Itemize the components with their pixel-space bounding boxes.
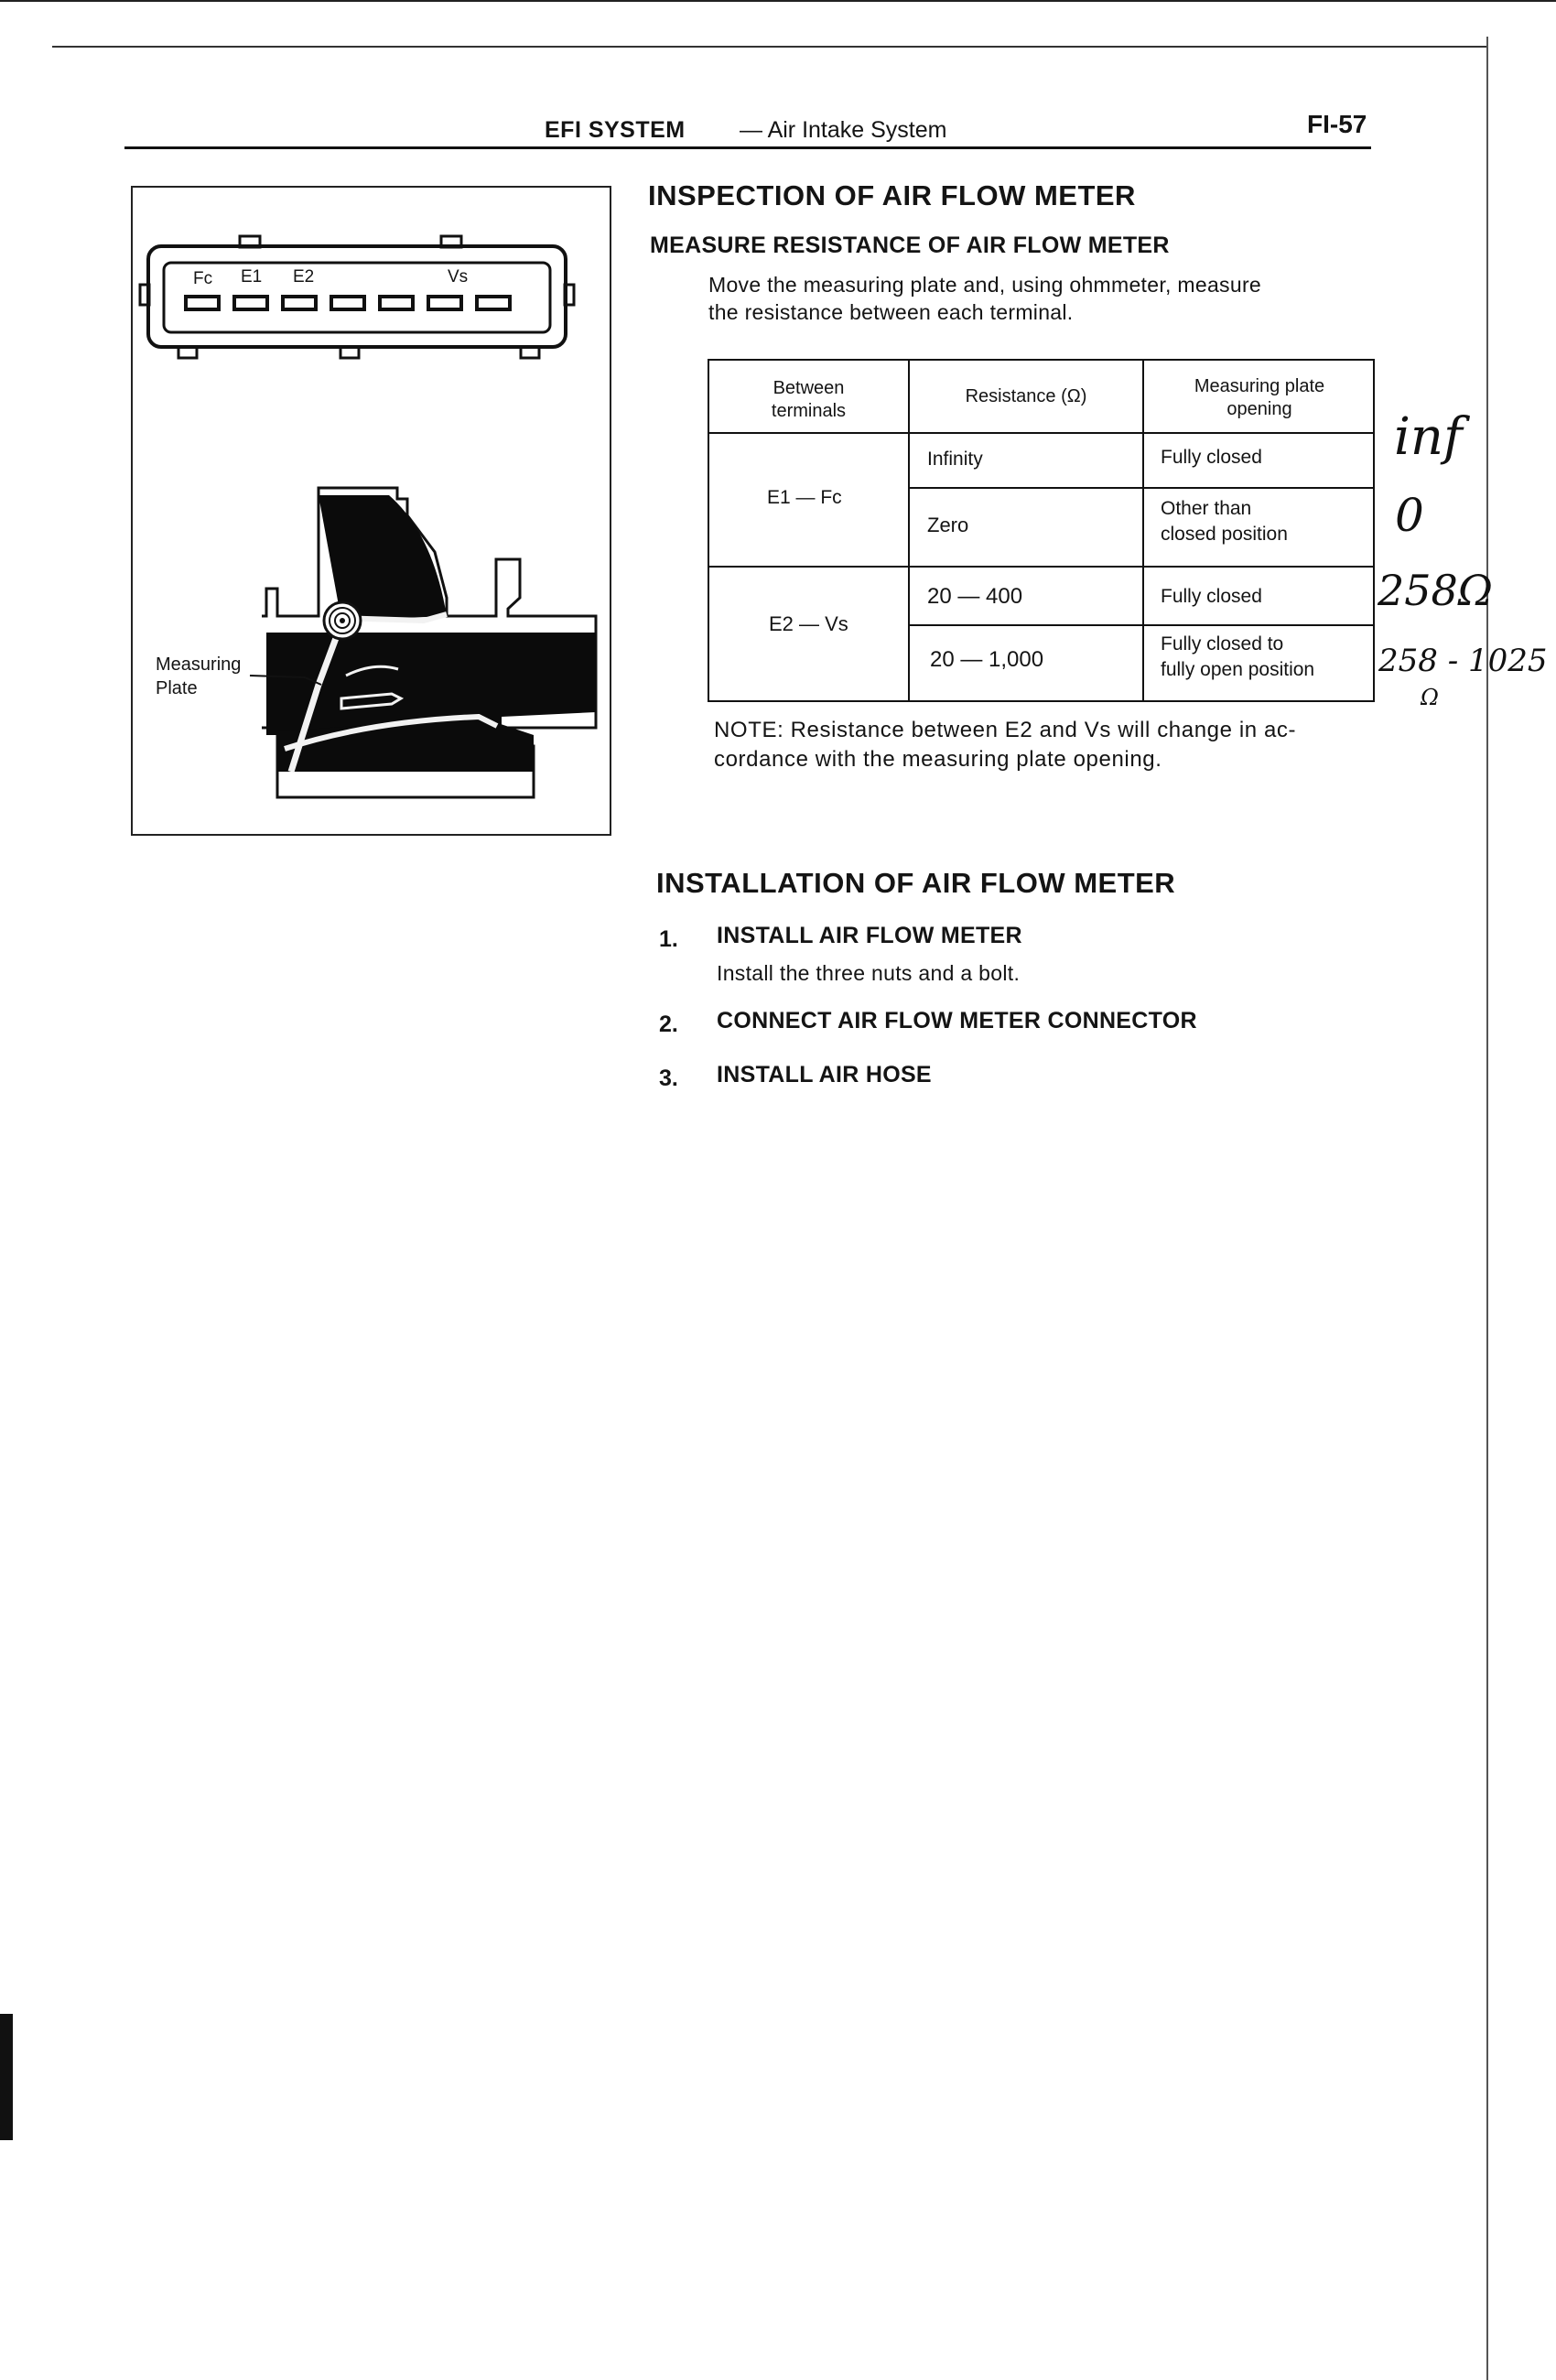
resistance-cell: Zero [927,514,969,536]
inspection-title: INSPECTION OF AIR FLOW METER [648,179,1136,211]
note-line1: NOTE: Resistance between E2 and Vs will change in ac- [714,718,1297,742]
header-opening: Measuring plate opening [1194,376,1325,419]
opening-cell: Fully closed to fully open position [1161,633,1315,680]
handwritten-note: 258Ω [1378,566,1493,615]
handwritten-note: 0 [1395,489,1424,542]
terminals-e2-vs: E2 — Vs [769,612,848,635]
step-detail: Install the three nuts and a bolt. [717,961,1021,985]
page-frame-line [52,46,1486,48]
terminal-label-fc: Fc [193,269,213,288]
header-section: EFI SYSTEM [545,117,686,143]
terminals-e1-fc: E1 — Fc [767,487,842,508]
step-number: 1. [659,926,678,952]
page-right-edge [1486,37,1488,2380]
header-resistance: Resistance (Ω) [965,386,1087,406]
step-number: 3. [659,1066,678,1091]
opening-cell: Other than closed position [1161,498,1288,545]
header-terminals: Between terminals [771,378,847,421]
resistance-cell: 20 — 400 [927,584,1023,609]
step-title: CONNECT AIR FLOW METER CONNECTOR [717,1008,1197,1033]
table-divider [708,566,1375,568]
meter-cross-section [131,186,611,836]
inspection-intro-line1: Move the measuring plate and, using ohmmeter, measure [708,273,1261,297]
page-number: FI-57 [1307,110,1367,138]
opening-cell: Fully closed [1161,586,1262,607]
opening-cell: Fully closed [1161,447,1262,468]
table-divider [908,487,1375,489]
scan-top-edge [0,0,1556,2]
inspection-subtitle: MEASURE RESISTANCE OF AIR FLOW METER [650,233,1170,258]
handwritten-note: 258 - 1025 [1378,643,1548,679]
table-divider [708,432,1375,434]
terminal-label-e1: E1 [241,267,263,287]
resistance-cell: 20 — 1,000 [930,647,1044,672]
step-title: INSTALL AIR FLOW METER [717,923,1022,948]
header-subtitle: — Air Intake System [740,117,947,143]
handwritten-note: Ω [1421,685,1439,710]
step-title: INSTALL AIR HOSE [717,1062,932,1087]
step-number: 2. [659,1012,678,1037]
measuring-plate-label: Measuring Plate [156,654,242,698]
header-rule [124,146,1371,149]
terminal-label-vs: Vs [448,267,469,287]
installation-title: INSTALLATION OF AIR FLOW METER [656,867,1176,899]
table-divider [908,624,1375,626]
note-line2: cordance with the measuring plate opening. [714,747,1162,772]
resistance-cell: Infinity [927,449,983,470]
scan-left-edge [0,2014,13,2140]
handwritten-note: inf [1394,407,1463,467]
table-divider [908,359,910,702]
inspection-intro-line2: the resistance between each terminal. [708,300,1074,324]
terminal-label-e2: E2 [293,267,315,287]
